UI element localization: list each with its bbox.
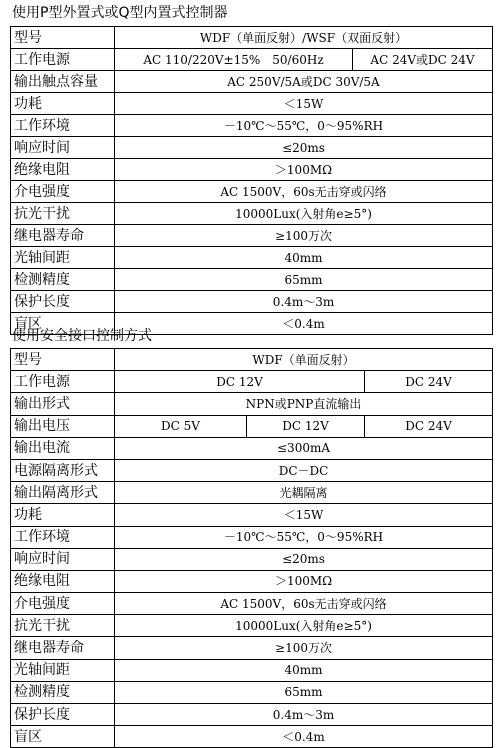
table-row (11, 225, 493, 247)
table-row (11, 504, 493, 526)
table-row (11, 27, 493, 49)
row-label: 检测精度 (11, 681, 115, 703)
table-row (11, 247, 493, 269)
row-value: 0.4m～3m (115, 291, 493, 313)
row-label: 绝缘电阻 (11, 159, 115, 181)
row-value: DC－DC (115, 459, 493, 481)
row-value: DC 12V (247, 415, 365, 437)
row-value: ≥100万次 (115, 225, 493, 247)
table-row (11, 681, 493, 703)
row-label: 型号 (11, 27, 115, 49)
table-row (11, 615, 493, 637)
row-value: WDF（单面反射）/WSF（双面反射） (115, 27, 493, 49)
row-label: 光轴间距 (11, 247, 115, 269)
row-value: WDF（单面反射） (115, 349, 493, 371)
row-label: 输出电压 (11, 415, 115, 437)
row-value: 65mm (115, 269, 493, 291)
row-label: 抗光干扰 (11, 203, 115, 225)
table-row (11, 203, 493, 225)
table-row (11, 49, 493, 71)
row-label: 抗光干扰 (11, 615, 115, 637)
row-value: AC 1500V，60s无击穿或闪络 (115, 181, 493, 203)
row-value: ＜15W (115, 504, 493, 526)
table-row (11, 115, 493, 137)
row-label: 保护长度 (11, 704, 115, 726)
row-label: 检测精度 (11, 269, 115, 291)
row-value: 40mm (115, 659, 493, 681)
row-label: 功耗 (11, 504, 115, 526)
table-row (11, 371, 493, 393)
row-value: NPN或PNP直流输出 (115, 393, 493, 415)
table-row (11, 570, 493, 592)
row-value: DC 5V (115, 415, 247, 437)
section2-title: 使用安全接口控制方式 (12, 328, 152, 344)
table-row (11, 548, 493, 570)
row-value: AC 24V或DC 24V (353, 49, 493, 71)
table-row (11, 393, 493, 415)
table-row (11, 637, 493, 659)
row-label: 工作电源 (11, 371, 115, 393)
row-value: 10000Lux(入射角e≥5°) (115, 615, 493, 637)
row-value: AC 1500V，60s无击穿或闪络 (115, 593, 493, 615)
row-label: 盲区 (11, 726, 115, 748)
row-value: ＜15W (115, 93, 493, 115)
row-value: ≤20ms (115, 548, 493, 570)
row-value: 65mm (115, 681, 493, 703)
row-label: 型号 (11, 349, 115, 371)
row-value: ≤300mA (115, 437, 493, 459)
row-value: AC 110/220V±15% 50/60Hz (115, 49, 353, 71)
row-label: 盲区 (11, 313, 115, 335)
safety-interface-spec-table (10, 348, 493, 748)
table-row (11, 459, 493, 481)
row-value: ＜0.4m (115, 313, 493, 335)
row-value: 光耦隔离 (115, 482, 493, 504)
row-label: 响应时间 (11, 548, 115, 570)
table-row (11, 482, 493, 504)
row-label: 输出隔离形式 (11, 482, 115, 504)
table-row (11, 437, 493, 459)
table-row (11, 415, 493, 437)
table-row (11, 137, 493, 159)
table-row (11, 159, 493, 181)
row-label: 继电器寿命 (11, 225, 115, 247)
controller-spec-table (10, 26, 493, 335)
table-row (11, 71, 493, 93)
row-value: ≤20ms (115, 137, 493, 159)
table-row (11, 593, 493, 615)
row-value: DC 24V (365, 415, 493, 437)
row-label: 输出形式 (11, 393, 115, 415)
row-label: 电源隔离形式 (11, 459, 115, 481)
row-label: 工作电源 (11, 49, 115, 71)
row-value: 0.4m～3m (115, 704, 493, 726)
row-label: 工作环境 (11, 526, 115, 548)
row-value: AC 250V/5A或DC 30V/5A (115, 71, 493, 93)
row-value: －10℃～55℃，0～95%RH (115, 526, 493, 548)
row-label: 响应时间 (11, 137, 115, 159)
row-value: 10000Lux(入射角e≥5°) (115, 203, 493, 225)
row-label: 继电器寿命 (11, 637, 115, 659)
row-value: DC 12V (115, 371, 365, 393)
row-label: 工作环境 (11, 115, 115, 137)
row-value: DC 24V (365, 371, 493, 393)
row-value: 40mm (115, 247, 493, 269)
table-row (11, 291, 493, 313)
row-value: －10℃～55℃，0～95%RH (115, 115, 493, 137)
row-value: ＞100MΩ (115, 570, 493, 592)
row-label: 保护长度 (11, 291, 115, 313)
table-row (11, 726, 493, 748)
row-label: 绝缘电阻 (11, 570, 115, 592)
row-label: 光轴间距 (11, 659, 115, 681)
table-row (11, 269, 493, 291)
table-row (11, 181, 493, 203)
row-value: ＞100MΩ (115, 159, 493, 181)
table-row (11, 526, 493, 548)
section1-title: 使用P型外置式或Q型内置式控制器 (12, 5, 228, 21)
row-value: ≥100万次 (115, 637, 493, 659)
row-label: 介电强度 (11, 593, 115, 615)
table-row (11, 349, 493, 371)
table-row (11, 93, 493, 115)
row-label: 输出电流 (11, 437, 115, 459)
row-label: 功耗 (11, 93, 115, 115)
row-label: 介电强度 (11, 181, 115, 203)
row-value: ＜0.4m (115, 726, 493, 748)
table-row (11, 704, 493, 726)
table-row (11, 659, 493, 681)
row-label: 输出触点容量 (11, 71, 115, 93)
